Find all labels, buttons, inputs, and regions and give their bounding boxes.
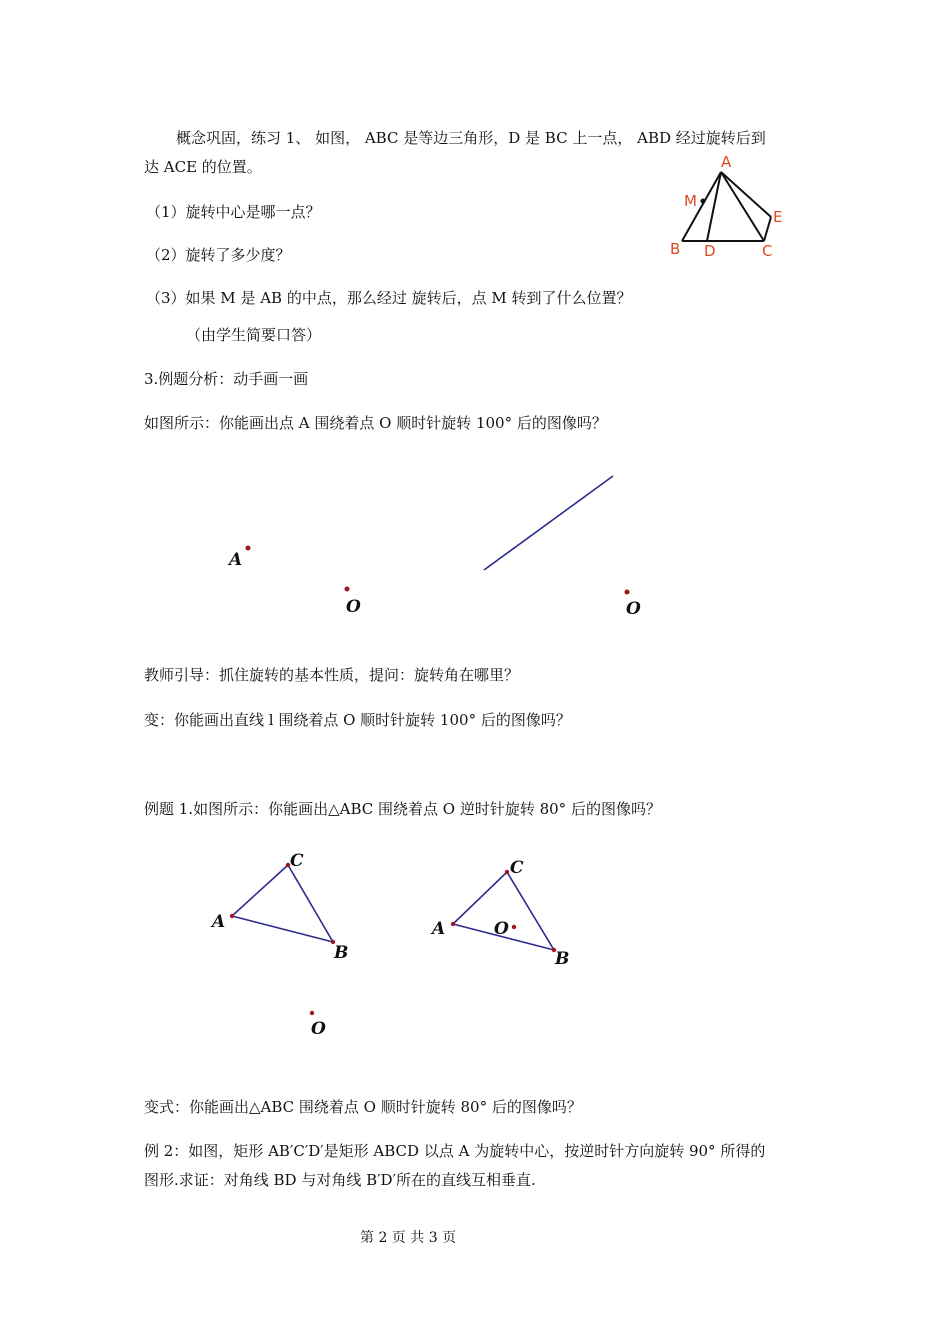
right-label-o: O [494, 919, 509, 939]
right-point-a [451, 922, 455, 926]
right-label-b: B [555, 949, 570, 969]
left-label-b: B [334, 943, 349, 963]
rotation-triangle-figure [660, 150, 800, 265]
label-a: A [721, 153, 732, 171]
label-d: D [704, 242, 716, 260]
segment-ec [764, 217, 771, 241]
right-label-a: A [432, 919, 446, 939]
section3-heading: 3.例题分析：动手画一画 [144, 370, 309, 388]
right-label-c: C [510, 858, 524, 878]
variant-1: 变：你能画出直线 l 围绕着点 O 顺时针旋转 100° 后的图像吗？ [144, 711, 571, 729]
label-point-o-right: O [626, 599, 641, 619]
exercise-intro-line2: 达 ACE 的位置。 [144, 158, 262, 176]
exercise-question-2: （2）旋转了多少度？ [146, 246, 291, 264]
exercise-question-1: （1）旋转中心是哪一点？ [146, 203, 321, 221]
example2-line2: 图形.求证：对角线 BD 与对角线 B′D′所在的直线互相垂直. [144, 1171, 536, 1189]
left-point-a [230, 914, 234, 918]
section3-prompt: 如图所示：你能画出点 A 围绕着点 O 顺时针旋转 100° 后的图像吗？ [144, 414, 607, 432]
left-label-c: C [290, 851, 304, 871]
label-point-o-left: O [346, 597, 361, 617]
label-e: E [773, 208, 783, 226]
left-label-o: O [311, 1019, 326, 1039]
example1-prompt: 例题 1.如图所示：你能画出△ABC 围绕着点 O 逆时针旋转 80° 后的图像吗？ [144, 800, 661, 818]
point-a [246, 546, 251, 551]
left-label-a: A [212, 912, 226, 932]
line-l [484, 476, 613, 570]
exercise-question-3: （3）如果 M 是 AB 的中点，那么经过 旋转后，点 M 转到了什么位置？ [146, 289, 632, 307]
example2-line1: 例 2：如图，矩形 AB′C′D′是矩形 ABCD 以点 A 为旋转中心，按逆时针方向旋转 90° 所得的 [144, 1142, 766, 1160]
page-footer: 第 2 页 共 3 页 [360, 1230, 457, 1246]
exercise-intro-line1: 概念巩固，练习 1、 如图， ABC 是等边三角形，D 是 BC 上一点， ABD 经过旋转后到 [176, 129, 766, 147]
right-point-o [512, 925, 516, 929]
exercise-note: （由学生简要口答） [186, 326, 322, 344]
triangle-left [232, 865, 333, 942]
variant-2: 变式：你能画出△ABC 围绕着点 O 顺时针旋转 80° 后的图像吗？ [144, 1098, 582, 1116]
right-point-c [505, 870, 509, 874]
segment-ac [721, 172, 764, 241]
point-m [701, 199, 706, 204]
point-o-right [625, 590, 630, 595]
triangle-rotation-figures [0, 840, 950, 1050]
left-point-o [310, 1011, 314, 1015]
label-c: C [762, 242, 773, 260]
segment-ad [707, 172, 721, 241]
label-b: B [670, 240, 681, 258]
label-m: M [684, 192, 697, 210]
point-rotation-figure [0, 460, 950, 630]
point-o-left [345, 587, 350, 592]
teacher-guide: 教师引导：抓住旋转的基本性质，提问：旋转角在哪里？ [144, 666, 520, 684]
label-point-a: A [229, 550, 243, 570]
